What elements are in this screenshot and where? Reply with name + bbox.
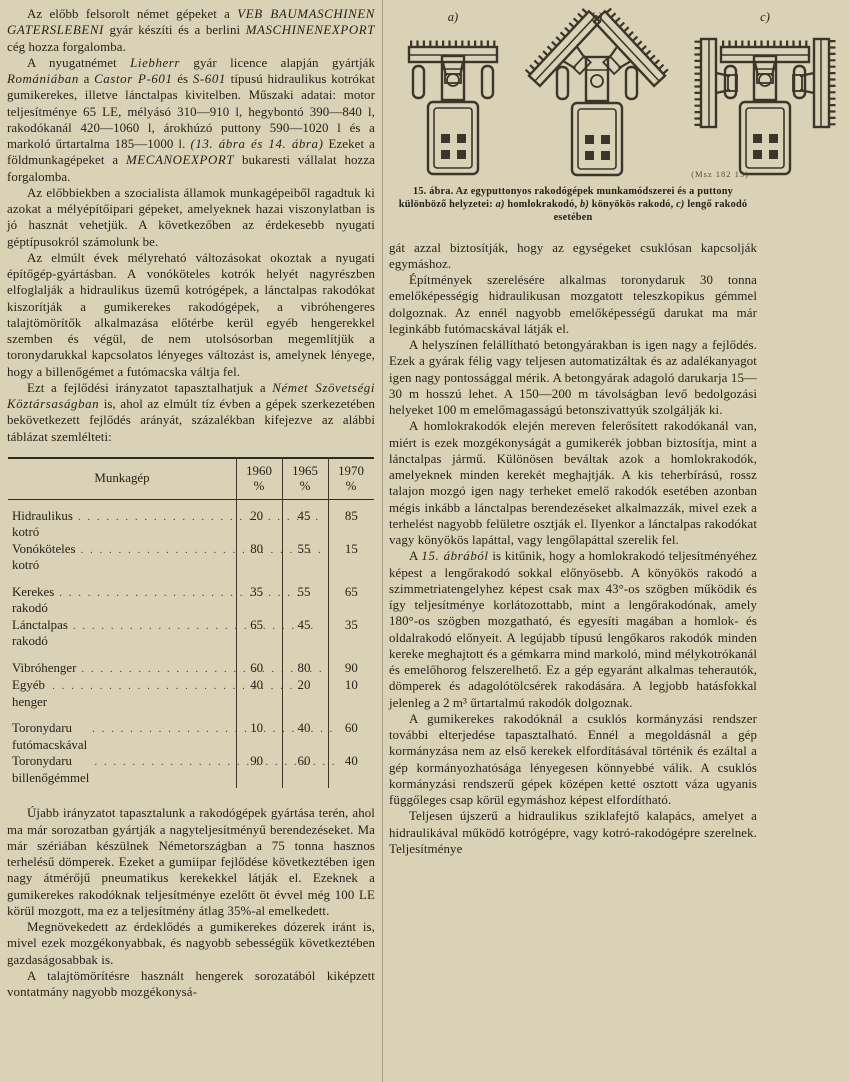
left-column-text-top — [7, 6, 375, 445]
paragraph — [389, 711, 757, 809]
italic-text: MECANOEXPORT — [125, 153, 235, 168]
text: Építmények szerelésére alkalmas toronydaruk 30 tonna emelőképességig hidraulikusan mozgatott teleszkopikus gémmel dolgoznak. Az ennél nagyobb emelőképességű darukat ma már leginkább futómacskával látják el. — [389, 273, 757, 336]
text: és — [172, 72, 193, 86]
panel-label-b: b) — [591, 10, 603, 24]
table-cell-value: 80 — [250, 541, 264, 556]
paragraph — [7, 805, 375, 919]
table-cell-value: 65 — [250, 617, 264, 632]
table-row — [8, 617, 374, 650]
year-label: 1970 — [338, 463, 364, 478]
italic-text: Romániában — [7, 72, 79, 86]
text: A — [408, 549, 422, 564]
right-column — [389, 6, 770, 1082]
panel-label-a: a) — [447, 10, 459, 24]
text: lengő rakodó esetében — [553, 199, 748, 224]
text: Megnövekedett az érdeklődés a gumikerekes dózerek iránt is, mivel ezek mozgékonyabbak, és nagyobb sebességük következtében gazdaságosabbak is. — [7, 920, 375, 967]
italic-text: Castor P-601 — [94, 72, 173, 86]
table-row-label — [8, 617, 232, 650]
elbow-loader-top-view-drawing — [513, 25, 681, 177]
text: könyökös rakodó, — [589, 199, 677, 211]
table-cell-value: 35 — [344, 617, 358, 632]
text: Ezeket a földmunkagépeket a — [7, 137, 375, 168]
italic-text: a) — [495, 199, 505, 211]
paragraph — [7, 919, 375, 968]
italic-text: Liebherr — [130, 55, 181, 70]
paragraph — [7, 250, 375, 380]
text: A gumikerekes rakodóknál a csuklós kormányzási rendszer további elterjedése tapasztalható. Ennél a megoldásnál a gép kormányzása nem az első kerekek elfordításával történik és ezáltal a gép kormányozhatósága lényegesen könnyebbé válik. A csuklós kormányzási rendszerű gépek középen ketté osztott váza ugyanis függőleges csap körül egymáshoz képest elfordítható. — [389, 711, 757, 808]
table-header-machine: Munkagép — [94, 471, 150, 486]
machine-name: Toronydaru billenőgémmel — [12, 754, 90, 785]
paragraph — [389, 272, 757, 337]
table-row — [8, 584, 374, 617]
italic-text: c) — [676, 199, 685, 211]
italic-text: MASCHINENEXPORT — [245, 23, 375, 38]
figure-panel-a — [393, 8, 513, 177]
paragraph — [389, 337, 757, 418]
table-row — [8, 508, 374, 541]
figure-panel-c — [681, 8, 849, 177]
table-row — [8, 660, 374, 678]
paragraph — [7, 968, 375, 1001]
table-row — [8, 720, 374, 753]
text: gát azzal biztosítják, hogy az egységeket csuklósan kapcsolják egymáshoz. — [389, 240, 757, 271]
table-cell-value: 55 — [297, 541, 311, 556]
table-cell-value: 60 — [297, 754, 311, 769]
table-row-label — [8, 584, 232, 617]
table-cell-value: 55 — [297, 584, 311, 599]
table-cell-value: 15 — [344, 541, 358, 556]
table-cell-value: 40 — [344, 754, 358, 769]
table-row-label — [8, 660, 232, 678]
text: Az előbbiekben a szocialista államok munkagépeiből ragadtuk ki azokat a mélyépítőipari gépeket, amelyeknek hazai viszonylatban is jó hasznát vehetjük. A következőben az érdekesebb nyugati géptípusokról számolunk be. — [7, 185, 375, 249]
paragraph — [389, 808, 757, 857]
table-header-1960 — [236, 464, 282, 494]
table-row — [8, 541, 374, 574]
italic-text: b) — [580, 199, 589, 211]
figure-panels — [389, 8, 770, 177]
table-row-label — [8, 541, 232, 574]
table-header-row — [8, 457, 374, 500]
table-cell-value: 90 — [344, 660, 358, 675]
panel-label-c: c) — [760, 10, 770, 24]
table-cell-value: 85 — [344, 508, 358, 523]
text: Az előbb felsorolt német gépeket a — [26, 7, 238, 21]
table-vertical-rule — [236, 457, 237, 789]
text: gyár licence alapján gyártják — [180, 55, 375, 70]
table-header-1970 — [328, 464, 374, 494]
right-column-text — [389, 240, 757, 858]
machine-name: Lánctalpas rakodó — [12, 617, 68, 649]
table-cell-value: 35 — [250, 584, 264, 599]
front-loader-top-view-drawing — [393, 25, 513, 177]
text: Az elmúlt évek mélyreható változásokat okoztak a nyugati építőgép-gyártásban. A vonóköteles kotrók helyét nagyrészben elfoglalják a hidraulikus üzemű kotrógépek, a lánctalpas rakodókat kiszorítják a gumikerekes rakodógépek, a vibróhengeres talajtömörítők alkalmazása előtérbe kerül egyéb hengerekkel szemben és végül, de nem utolsósorban megemlítjük a toronydarukkal kapcsolatos lényeges változást is, amelynek lényege, hogy a billenőgémet a futómacska váltja fel. — [7, 250, 375, 379]
table-row — [8, 677, 374, 710]
italic-text: VEB BAUMASCHINEN GATERSLEBENI — [7, 7, 375, 38]
table-row-label — [8, 508, 232, 541]
paragraph — [389, 240, 757, 273]
machinery-share-table — [8, 457, 374, 793]
left-column-text-bottom — [7, 805, 375, 1000]
paragraph — [7, 185, 375, 250]
machine-name: Vibróhenger — [12, 660, 77, 675]
machine-name: Hidraulikus kotró — [12, 508, 73, 540]
table-cell-value: 80 — [297, 660, 311, 675]
table-row-label — [8, 677, 232, 710]
left-column — [7, 6, 375, 1082]
text: homlokrakodó, — [504, 199, 581, 211]
year-label: 1965 — [292, 463, 318, 478]
text: a — [78, 72, 95, 86]
text: A helyszínen felállítható betongyárakban is igen nagy a fejlődés. Ezek a gyárak félig vagy teljesen automatizáltak és az adalékanyagot igen nagy pontossággal mérik. A betongyárak adagoló darukarja 15—30 m hosszú lehet. A 150—200 m távolságban levő bedolgozási helyeket 100 m emelőmagasságú betonszivattyúk szolgálják ki. — [389, 338, 757, 418]
table-row-label — [8, 753, 232, 786]
text: is kitűnik, hogy a homlokrakodó teljesítményéhez képest a lengőrakodó sokkal előnyösebb. A könyökös rakodó a szimmetriatengelyhez képest csak max 43°-os szögben működik és így teljesítménye korlátozottabb, mint a lengőrakodónak, amely 180°-os szögben mozgatható, és egyesíti magában a homlok- és oldalrakodó előnyeit. A legújabb típusú lengőkaros rakodók minden kereke meghajtott és a gémkarra mind markoló, mind mélykotrókanál és emelőhorog felszerelhető. Ez a gép egyaránt alkalmas teherautók, dömperek és adagolótölcsérek rakodására. A legjobb hatásfokkal jelenleg a 2 m³ űrtartalmú rakodók dolgoznak. — [389, 549, 757, 710]
paragraph — [7, 55, 375, 185]
column-rule — [382, 0, 383, 1082]
table-row-label — [8, 720, 232, 753]
figure-caption — [391, 185, 755, 225]
table-vertical-rule — [282, 457, 283, 789]
text: is, ahol az elmúlt tíz évben a gépek szerkezetében bekövetkezett fejlődés arányát, százalékban kifejezve az alábbi táblázat szemlélteti: — [7, 397, 375, 444]
machine-name: Vonóköteles kotró — [12, 541, 76, 573]
text: bukaresti vállalat hozza forgalomba. — [7, 153, 375, 184]
unit-label: % — [253, 478, 265, 493]
table-cell-value: 60 — [250, 660, 264, 675]
table-cell-value: 45 — [297, 617, 311, 632]
machine-name: Kerekes rakodó — [12, 584, 55, 616]
text: típusú hidraulikus kotrókat gumikerekes, illetve lánctalpas kivitelben. Műszaki adatai: motor teljesítménye 65 LE, mélyásó 310—910 l, hegybontó 390—840 l, rakodókanál 420—1060 l, árokhúzó puttony 590—1020 l és a markoló űrtartalma 185—1000 l. — [7, 72, 375, 151]
table-cell-value: 20 — [297, 678, 311, 693]
paragraph — [7, 380, 375, 445]
table-cell-value: 60 — [344, 721, 358, 736]
text: A talajtömörítésre használt hengerek sorozatából kiképzett vontatmány nagyobb mozgékonysá- — [7, 968, 375, 999]
text: Ezt a fejlődési irányzatot tapasztalhatjuk a — [26, 380, 273, 395]
table-row — [8, 753, 374, 786]
italic-text: Német Szövetségi Köztársaságban — [7, 380, 375, 411]
italic-text: 15. ábrából — [421, 549, 489, 564]
unit-label: % — [345, 478, 357, 493]
text: A homlokrakodók elején mereven felerősített rakodókanál van, miért is ezek mozgékonyságát a gumikerék jobban biztosítja, mint a lánctalpas jármű. Különösen beváltak azok a homlokrakodók, amelyeknek minden kerekét meghajtják. A kis teherbírású, rossz talajon mozgó igen nagy terheket emelő rakodók esetében azonban mégis inkább a lánctalpas berendezéseket alkalmazzák, mivel ezek a terhelést nagyobb felületre osztják el. Ilyenkor a lánctalpas rakodókat vagy könyökös lapáttal, vagy lengőlapáttal szerelik fel. — [389, 419, 757, 548]
italic-text: (13. ábra és 14. ábra) — [190, 137, 324, 151]
table-cell-value: 90 — [250, 754, 264, 769]
unit-label: % — [299, 478, 311, 493]
paragraph — [389, 418, 757, 548]
italic-text: S-601 — [192, 72, 226, 86]
table-cell-value: 10 — [344, 678, 358, 693]
text: Újabb irányzatot tapasztalunk a rakodógépek gyártása terén, ahol ma már sorozatban gyártják a nagyteljesítményű berendezéseket. Ma már szériában készülnek Németországban a 75 tonna hasznos terhelésű dömperek. Ezeket a gumiipar fejlődése következtében igen nagy átmérőjű pneumatikus kerekekkel látják el. Ezeknek a gumikerekes rakodóknak teljesítménye ezelőtt öt évvel még 100 LE körül mozgott, ma ez a teljesítmény átlag 35%-al emelkedett. — [7, 806, 375, 918]
table-cell-value: 40 — [250, 678, 264, 693]
table-body — [8, 500, 374, 793]
text: 15. ábra. Az egyputtonyos rakodógépek munkamódszerei és a puttony különböző helyzetei: — [398, 186, 734, 211]
year-label: 1960 — [246, 463, 272, 478]
swing-loader-top-view-drawing — [681, 25, 849, 177]
text: gyár készíti és a berlini — [103, 23, 246, 38]
machine-name: Toronydaru futómacskával — [12, 721, 88, 752]
table-header-1965 — [282, 464, 328, 494]
table-cell-value: 10 — [250, 721, 264, 736]
figure-panel-b — [513, 8, 681, 177]
table-vertical-rule — [328, 457, 329, 789]
machine-name: Egyéb henger — [12, 678, 48, 709]
table-cell-value: 40 — [297, 721, 311, 736]
table-cell-value: 20 — [250, 508, 264, 523]
table-cell-value: 65 — [344, 584, 358, 599]
text: A nyugatnémet — [26, 55, 131, 70]
paragraph — [389, 548, 757, 711]
table-cell-value: 45 — [297, 508, 311, 523]
paragraph — [7, 6, 375, 55]
text: Teljesen újszerű a hidraulikus sziklafejtő kalapács, amelyet a hidraulikával működő kotrógépre, vagy kotró-rakodógépre szerelnek. Teljesítménye — [389, 809, 757, 856]
text: cég hozza forgalomba. — [7, 39, 126, 54]
figure-reference-note: (Msz 182 15) — [691, 169, 749, 179]
figure-15 — [389, 8, 770, 225]
